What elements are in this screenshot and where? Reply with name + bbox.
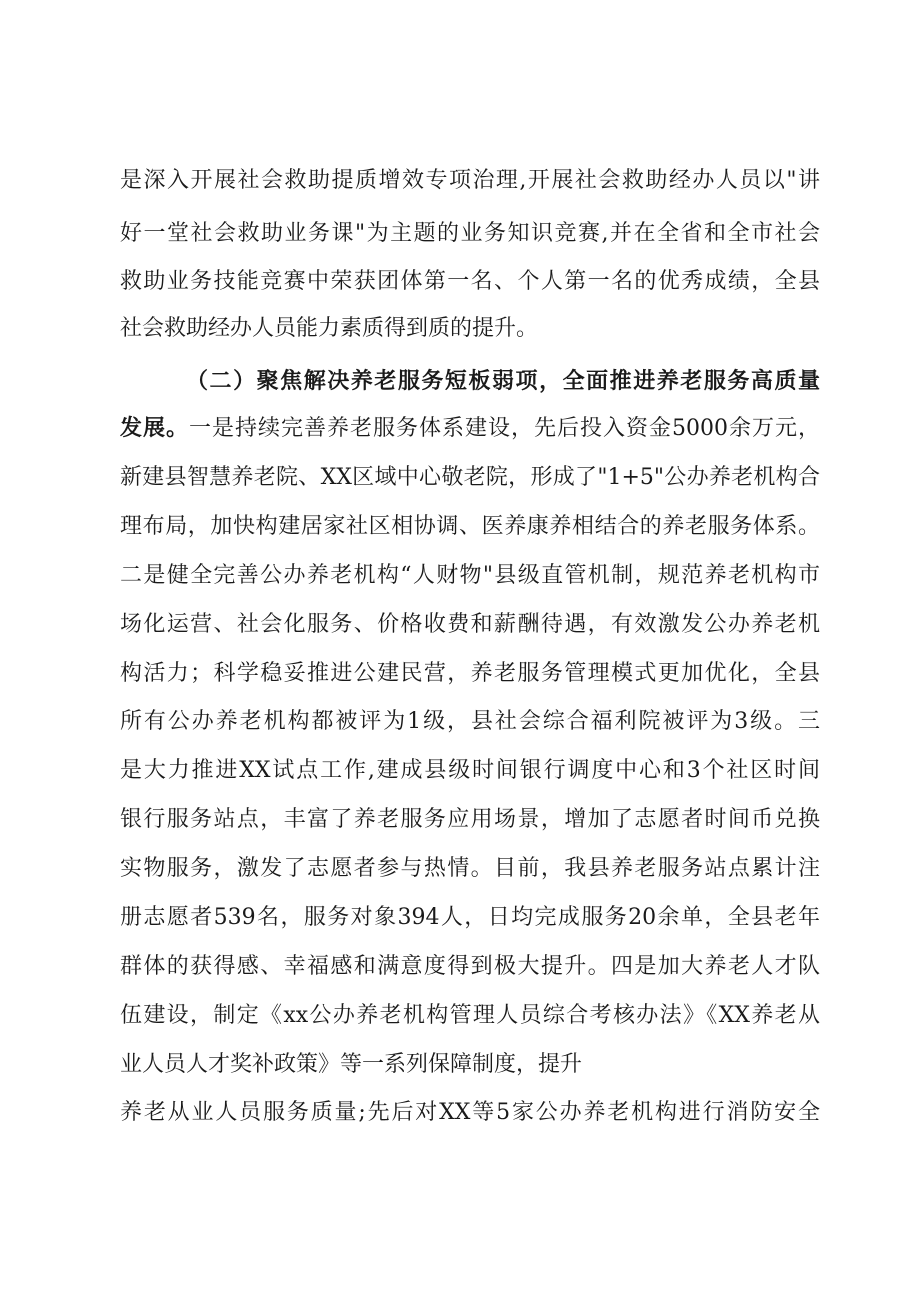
text-line-17: 群体的获得感、幸福感和满意度得到极大提升。四是加大养老人才队 [120, 954, 820, 979]
text-line-16: 册志愿者539名，服务对象394人，日均完成服务20余单，全县老年 [120, 905, 820, 930]
text-line-18: 伍建设，制定《xx公办养老机构管理人员综合考核办法》《XX养老从 [120, 1003, 820, 1028]
text-line-13: 是大力推进XX试点工作,建成县级时间银行调度中心和3个社区时间 [120, 758, 820, 783]
text-line-3: 救助业务技能竞赛中荣获团体第一名、个人第一名的优秀成绩，全县 [120, 269, 820, 294]
text-line-4: 社会救助经办人员能力素质得到质的提升。 [120, 316, 539, 341]
text-line-15: 实物服务，激发了志愿者参与热情。目前，我县养老服务站点累计注 [120, 856, 820, 881]
text-line-9: 二是健全完善公办养老机构“人财物"县级直管机制，规范养老机构市 [120, 563, 820, 588]
text-line-6-body: 一是持续完善养老服务体系建设，先后投入资金5000余万元， [189, 416, 820, 441]
text-line-10: 场化运营、社会化服务、价格收费和薪酬待遇，有效激发公办养老机 [120, 612, 820, 637]
text-line-14: 银行服务站点，丰富了养老服务应用场景，增加了志愿者时间币兑换 [120, 807, 820, 832]
text-line-7: 新建县智慧养老院、XX区域中心敬老院，形成了"1+5"公办养老机构合 [120, 465, 820, 490]
section-heading-tail: 发展。 [120, 415, 189, 441]
text-line-12: 所有公办养老机构都被评为1级，县社会综合福利院被评为3级。三 [120, 709, 820, 734]
text-line-6 [120, 413, 820, 444]
text-line-2: 好一堂社会救助业务课"为主题的业务知识竞赛,并在全省和全市社会 [120, 221, 820, 246]
text-line-11: 构活力；科学稳妥推进公建民营，养老服务管理模式更加优化，全县 [120, 661, 820, 686]
text-line-1: 是深入开展社会救助提质增效专项治理,开展社会救助经办人员以"讲 [120, 168, 820, 193]
text-line-8: 理布局，加快构建居家社区相协调、医养康养相结合的养老服务体系。 [120, 514, 820, 539]
text-line-20: 养老从业人员服务质量;先后对XX等5家公办养老机构进行消防安全 [120, 1100, 820, 1125]
section-heading: （二）聚焦解决养老服务短板弱项，全面推进养老服务高质量 [186, 368, 820, 394]
text-line-19: 业人员人才奖补政策》等一系列保障制度，提升 [120, 1052, 583, 1077]
